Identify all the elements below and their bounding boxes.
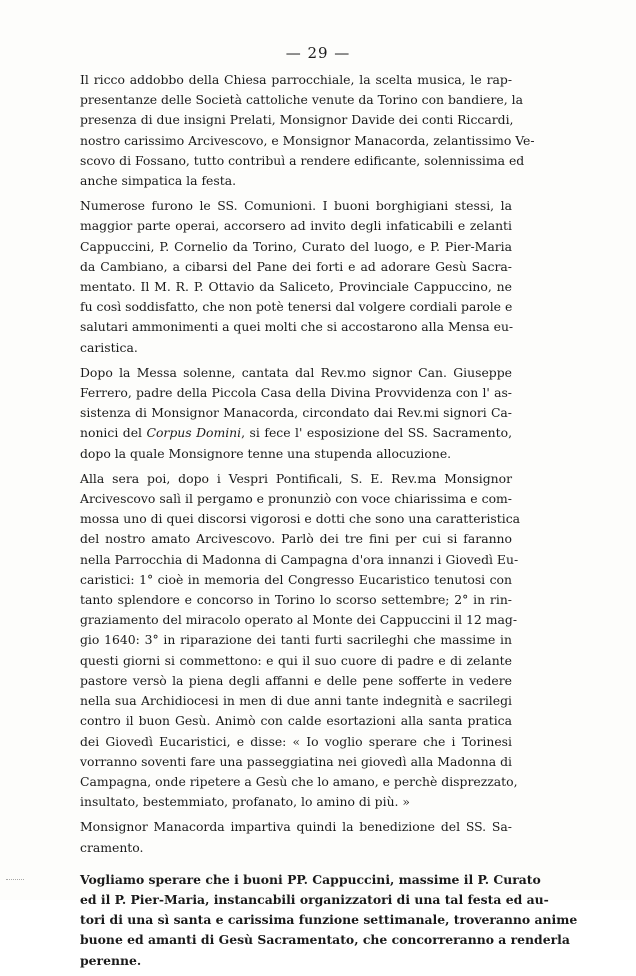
paragraph-vespri: [80, 469, 521, 812]
text-line: pastore versò la piena degli affanni e delle pene sofferte in vedere: [80, 672, 512, 688]
page-number: — 29 —: [285, 44, 351, 62]
text-line: caristica.: [80, 339, 138, 355]
text-line: graziamento del miracolo operato al Monte dei Cappuccini il 12 mag-: [80, 612, 518, 628]
text-line: insultato, bestemmiato, profanato, lo amino di più. »: [80, 794, 411, 810]
text-line: mentato. Il M. R. P. Ottavio da Saliceto, Provinciale Cappuccino, ne: [80, 279, 512, 295]
text-line: salutari ammonimenti a quei molti che si accostarono alla Mensa eu-: [80, 319, 514, 335]
text-line: Il ricco addobbo della Chiesa parrocchiale, la scelta musica, le rap-: [80, 72, 512, 87]
text-line: dopo la quale Monsignore tenne una stupenda allocuzione.: [80, 445, 452, 461]
text-line: Numerose furono le SS. Comunioni. I buoni borghigiani stessi, la: [80, 198, 512, 214]
text-line: tori di una sì santa e carissima funzione settimanale, troveranno anime: [80, 912, 578, 928]
text-line: Ferrero, padre della Piccola Casa della Divina Provvidenza con l' as-: [80, 385, 512, 401]
body-text: [80, 70, 578, 976]
text-line: scovo di Fossano, tutto contribuì a rendere edificante, solennissima ed: [80, 152, 525, 168]
text-line: da Cambiano, a cibarsi del Pane dei forti e ad adorare Gesù Sacra-: [80, 258, 512, 274]
text-line: presenza di due insigni Prelati, Monsignor Davide dei conti Riccardi,: [80, 112, 514, 128]
text-line: presentanze delle Società cattoliche venute da Torino con bandiere, la: [80, 92, 523, 108]
text-line: nella sua Archidiocesi in men di due anni tante indegnità e sacrilegi: [80, 693, 512, 709]
text-line: dei Giovedì Eucaristici, e disse: « Io voglio sperare che i Torinesi: [80, 733, 512, 749]
text-line: Campagna, onde ripetere a Gesù che lo amano, e perchè disprezzato,: [80, 773, 518, 789]
text-line: gio 1640: 3° in riparazione dei tanti furti sacrileghi che massime in: [80, 632, 512, 648]
text-line: perenne.: [80, 952, 142, 968]
paragraph-comunioni: [80, 196, 512, 358]
text-line: sistenza di Monsignor Manacorda, circondato dai Rev.mi signori Ca-: [80, 405, 512, 421]
text-line: questi giorni si commettono: e qui il suo cuore di padre e di zelante: [80, 652, 512, 668]
paragraph-festa: [80, 70, 535, 191]
paragraph-benedizione: [80, 817, 512, 857]
text-line: ed il P. Pier-Maria, instancabili organizzatori di una tal festa ed au-: [80, 891, 549, 907]
text-line: nella Parrocchia di Madonna di Campagna d'ora innanzi i Giovedì Eu-: [80, 551, 519, 567]
paragraph-conclusione: [80, 870, 578, 971]
text-line: fu così soddisfatto, che non potè tenersi dal volgere cordiali parole e: [80, 299, 513, 315]
text-line: tanto splendore e concorso in Torino lo scorso settembre; 2° in rin-: [80, 592, 512, 608]
text-line: Vogliamo sperare che i buoni PP. Cappuccini, massime il P. Curato: [80, 871, 541, 887]
text-line: cramento.: [80, 839, 144, 855]
text-line: vorranno soventi fare una passeggiatina nei giovedì alla Madonna di: [80, 753, 512, 769]
text-line: maggior parte operai, accorsero ad invito degli infaticabili e zelanti: [80, 218, 512, 234]
text-line: nostro carissimo Arcivescovo, e Monsignor Manacorda, zelantissimo Ve-: [80, 132, 535, 148]
text-line: mossa uno di quei discorsi vigorosi e dotti che sono una caratteristica: [80, 511, 521, 527]
text-line: anche simpatica la festa.: [80, 173, 237, 189]
paragraph-messa: [80, 363, 512, 464]
text-line: Cappuccini, P. Cornelio da Torino, Curato del luogo, e P. Pier-Maria: [80, 238, 512, 254]
text-line: Alla sera poi, dopo i Vespri Pontificali, S. E. Rev.ma Monsignor: [80, 470, 512, 486]
text-line: contro il buon Gesù. Animò con calde esortazioni alla santa pratica: [80, 713, 512, 729]
text-line: Dopo la Messa solenne, cantata dal Rev.mo signor Can. Giuseppe: [80, 364, 512, 380]
text-line: nonici del Corpus Domini, si fece l' esposizione del SS. Sacramento,: [80, 425, 513, 441]
text-line: Arcivescovo salì il pergamo e pronunziò con voce chiarissima e com-: [80, 491, 512, 507]
text-line: Monsignor Manacorda impartiva quindi la benedizione del SS. Sa-: [80, 819, 512, 835]
text-line: del nostro amato Arcivescovo. Parlò dei tre fini per cui si faranno: [80, 531, 512, 547]
text-line: caristici: 1° cioè in memoria del Congresso Eucaristico tenutosi con: [80, 571, 512, 587]
text-line: buone ed amanti di Gesù Sacramentato, che concorreranno a renderla: [80, 932, 570, 948]
scan-edge-mark: [6, 879, 24, 888]
